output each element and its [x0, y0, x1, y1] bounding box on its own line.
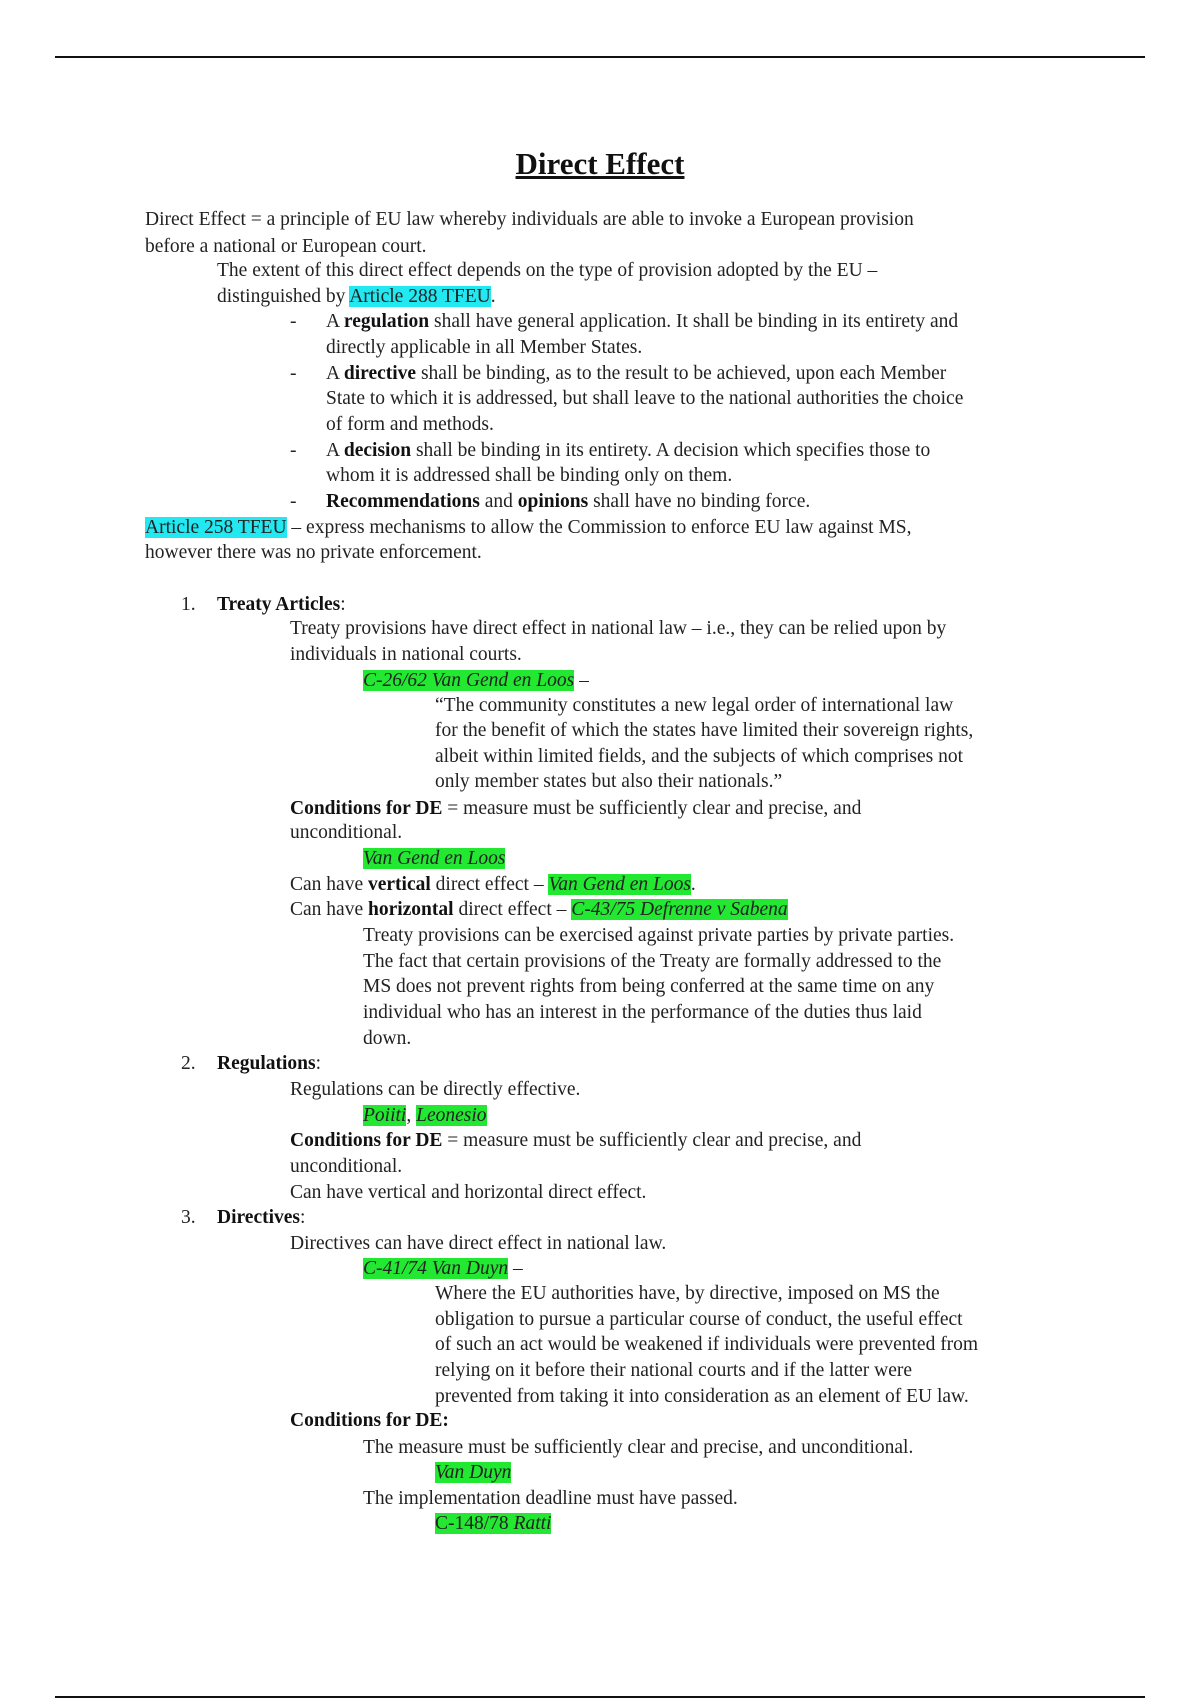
term-decision: decision — [343, 440, 412, 461]
s3-condition-2-case — [435, 1512, 551, 1536]
s1-conditions — [290, 797, 861, 821]
case-ref: C-41/74 Van Duyn — [363, 1258, 509, 1279]
text: shall have no binding force. — [588, 491, 811, 512]
section-number: 2. — [181, 1053, 196, 1074]
s3-quote-2: obligation to pursue a particular course of conduct, the useful effect — [435, 1309, 963, 1330]
text: and — [479, 491, 518, 512]
bullet-regulation — [326, 310, 958, 334]
bullet-dash: - — [290, 491, 297, 512]
text: A — [326, 311, 344, 332]
heading: Regulations — [217, 1053, 316, 1074]
bullet-dash: - — [290, 440, 297, 461]
conditions-label: Conditions for DE — [290, 1130, 443, 1151]
text: shall be binding in its entirety. A decision which specifies those to — [411, 440, 931, 461]
intro-line-3: The extent of this direct effect depends on the type of provision adopted by the EU – — [217, 260, 878, 281]
s1-quote-1: “The community constitutes a new legal order of international law — [435, 695, 954, 716]
section-number: 1. — [181, 594, 196, 615]
s1-para-5: down. — [363, 1028, 412, 1049]
s2-line-1: Regulations can be directly effective. — [290, 1079, 581, 1100]
s2-cases — [363, 1104, 487, 1128]
s2-conditions — [290, 1129, 861, 1153]
s3-quote-3: of such an act would be weakened if individuals were prevented from — [435, 1334, 979, 1355]
s3-case-van-duyn — [363, 1257, 523, 1281]
text: – express mechanisms to allow the Commission to enforce EU law against MS, — [286, 517, 912, 538]
heading: Treaty Articles — [217, 594, 341, 615]
article-288-ref: Article 288 TFEU — [349, 286, 491, 307]
bullet-recommendations — [326, 490, 810, 514]
text: A — [326, 363, 344, 384]
text: direct effect – — [453, 899, 572, 920]
article-258-ref: Article 258 TFEU — [145, 517, 287, 538]
term-recommendations: Recommendations — [326, 491, 480, 512]
text: shall be binding, as to the result to be achieved, upon each Member — [416, 363, 947, 384]
case-ref: Van Gend en Loos — [548, 874, 691, 895]
case-ref: Leonesio — [416, 1105, 487, 1126]
period: . — [690, 874, 696, 895]
s1-para-3: MS does not prevent rights from being conferred at the same time on any — [363, 976, 935, 997]
s1-line-1: Treaty provisions have direct effect in national law – i.e., they can be relied upon by — [290, 618, 947, 639]
section-heading-regulations — [217, 1052, 321, 1076]
text: shall have general application. It shall be binding in its entirety and — [429, 311, 959, 332]
text: = measure must be sufficiently clear and precise, and — [442, 798, 862, 819]
case-ref: Van Duyn — [435, 1462, 512, 1483]
conditions-label: Conditions for DE — [290, 798, 443, 819]
colon: : — [300, 1207, 306, 1228]
case-ref — [435, 1513, 551, 1534]
heading: Directives — [217, 1207, 301, 1228]
footer-rule — [55, 1696, 1145, 1698]
case-ref: C-43/75 Defrenne v Sabena — [571, 899, 788, 920]
s3-quote-4: relying on it before their national courts and if the latter were — [435, 1360, 913, 1381]
art258-line-1 — [145, 516, 912, 540]
page-title: Direct Effect — [515, 146, 685, 181]
s1-quote-3: albeit within limited fields, and the subjects of which comprises not — [435, 746, 964, 767]
bullet-decision-cont: whom it is addressed shall be binding only on them. — [326, 465, 733, 486]
text: direct effect – — [430, 874, 549, 895]
s1-vertical — [290, 873, 696, 897]
bullet-regulation-cont: directly applicable in all Member States. — [326, 337, 643, 358]
text: A — [326, 440, 344, 461]
s1-para-4: individual who has an interest in the performance of the duties thus laid — [363, 1002, 922, 1023]
s3-condition-2: The implementation deadline must have passed. — [363, 1488, 738, 1509]
intro-text: distinguished by — [217, 286, 350, 307]
bullet-dash: - — [290, 311, 297, 332]
text: – — [508, 1258, 523, 1279]
s3-quote-5: prevented from taking it into consideration as an element of EU law. — [435, 1386, 969, 1407]
term-opinions: opinions — [517, 491, 589, 512]
intro-line-1: Direct Effect = a principle of EU law whereby individuals are able to invoke a European provision — [145, 209, 914, 230]
case-number: C-148/78 — [435, 1513, 514, 1534]
section-heading-directives — [217, 1206, 305, 1230]
s1-para-1: Treaty provisions can be exercised against private parties by private parties. — [363, 925, 955, 946]
s1-quote-2: for the benefit of which the states have limited their sovereign rights, — [435, 720, 974, 741]
s3-condition-1-case — [435, 1461, 511, 1485]
s1-case-vgl — [363, 847, 505, 871]
art258-line-2: however there was no private enforcement. — [145, 542, 482, 563]
separator: , — [406, 1105, 417, 1126]
s1-para-2: The fact that certain provisions of the Treaty are formally addressed to the — [363, 951, 942, 972]
s1-line-2: individuals in national courts. — [290, 644, 522, 665]
s3-condition-1: The measure must be sufficiently clear and precise, and unconditional. — [363, 1437, 914, 1458]
text: Can have — [290, 899, 368, 920]
s3-line-1: Directives can have direct effect in national law. — [290, 1233, 667, 1254]
intro-line-2: before a national or European court. — [145, 236, 427, 257]
bullet-dash: - — [290, 363, 297, 384]
section-heading-treaty-articles — [217, 593, 346, 617]
bullet-directive — [326, 362, 946, 386]
term-vertical: vertical — [367, 874, 431, 895]
text: = measure must be sufficiently clear and precise, and — [442, 1130, 862, 1151]
intro-line-4 — [217, 285, 496, 309]
text: Can have — [290, 874, 368, 895]
conditions-label: Conditions for DE: — [290, 1410, 449, 1431]
term-directive: directive — [343, 363, 417, 384]
s1-conditions-cont: unconditional. — [290, 822, 403, 843]
case-name: Ratti — [513, 1513, 552, 1534]
s1-horizontal — [290, 898, 788, 922]
bullet-directive-cont: of form and methods. — [326, 414, 494, 435]
case-ref: Van Gend en Loos — [363, 848, 506, 869]
section-number: 3. — [181, 1207, 196, 1228]
s3-quote-1: Where the EU authorities have, by directive, imposed on MS the — [435, 1283, 940, 1304]
term-horizontal: horizontal — [367, 899, 454, 920]
colon: : — [340, 594, 346, 615]
s2-last: Can have vertical and horizontal direct effect. — [290, 1182, 647, 1203]
s1-case-van-gend — [363, 669, 589, 693]
header-rule — [55, 56, 1145, 58]
text: – — [574, 670, 589, 691]
s1-quote-4: only member states but also their nationals.” — [435, 771, 783, 792]
term-regulation: regulation — [343, 311, 430, 332]
colon: : — [315, 1053, 322, 1074]
period: . — [490, 286, 496, 307]
s2-conditions-cont: unconditional. — [290, 1156, 403, 1177]
s3-conditions — [290, 1409, 449, 1433]
case-ref: Poiiti — [363, 1105, 407, 1126]
case-ref: C-26/62 Van Gend en Loos — [363, 670, 575, 691]
bullet-decision — [326, 439, 930, 463]
bullet-directive-cont: State to which it is addressed, but shall leave to the national authorities the choice — [326, 388, 964, 409]
